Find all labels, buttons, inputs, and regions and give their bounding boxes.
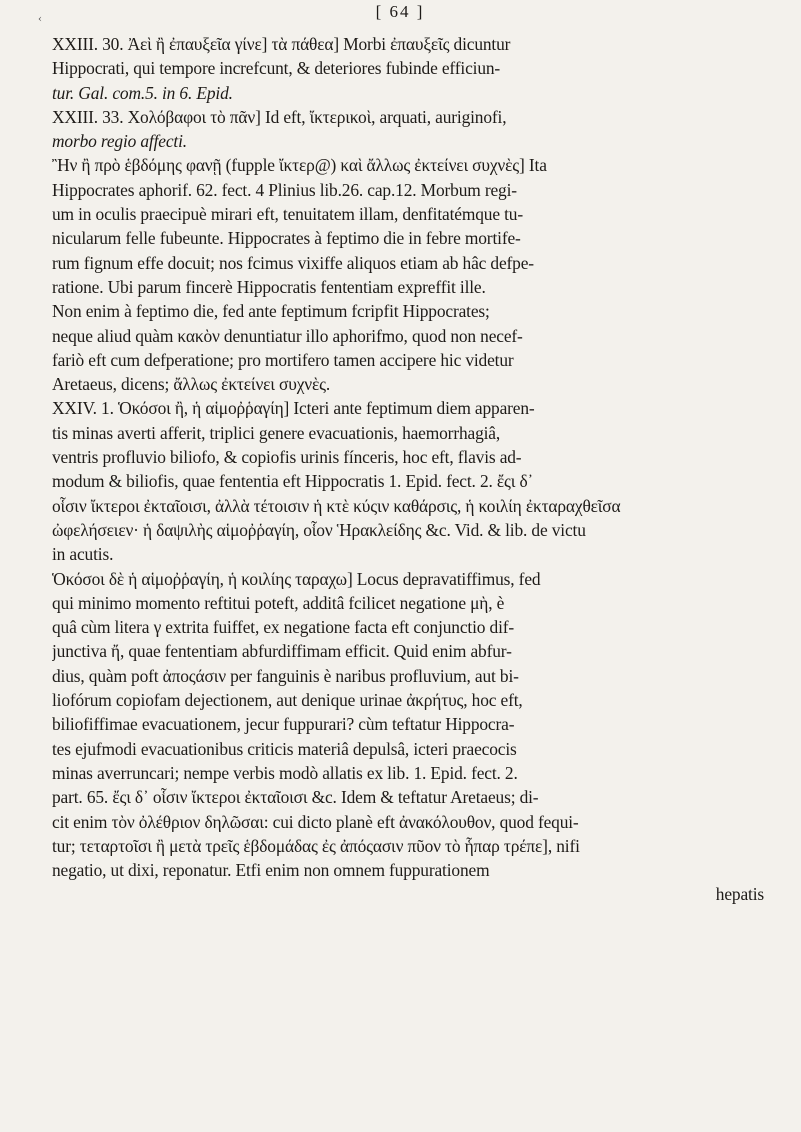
text-line: junctiva ἤ, quae fententiam abfurdiffimam efficit. Quid enim abfur- [52,641,512,662]
text-line: in acutis. [52,544,114,565]
text-line: tur; τεταρτοῖσι ἢ μετὰ τρεῖς ἑβδομάδας ἐς ἀπόςασιν πῦον τὸ ἧπαρ τρέπε], nifi [52,835,580,856]
text-line: dius, quàm poft ἀποςάσιν per fanguinis è naribus profluvium, aut bi- [52,665,519,686]
text-line: Ὁκόσοι δὲ ἡ αἱμοῤῥαγίη, ἡ κοιλίης ταραχω] Locus depravatiffimus, fed [52,568,541,589]
text-line: negatio, ut dixi, reponatur. Etfi enim non omnem fuppurationem [52,860,490,881]
text-line: Aretaeus, dicens; ἄλλως ἐκτείνει συχνὲς. [52,374,331,395]
text-line: nicularum felle fubeunte. Hippocrates à feptimo die in febre mortife- [52,228,521,249]
text-line: Hippocrati, qui tempore increfcunt, & deteriores fubinde efficiun- [52,58,501,79]
text-line: part. 65. ἔςι δ᾿ οἷσιν ἴκτεροι ἐκταῖοισι &c. Idem & teftatur Aretaeus; di- [52,787,539,808]
text-line: tur. Gal. com.5. in 6. Epid. [52,82,233,103]
text-line: minas averruncari; nempe verbis modò allatis ex lib. 1. Epid. fect. 2. [52,762,518,783]
text-line: biliofiffimae evacuationem, jecur fuppurari? cùm teftatur Hippocra- [52,714,515,735]
text-line: modum & biliofis, quae fententia eft Hippocratis 1. Epid. fect. 2. ἔςι δ᾿ [52,471,534,492]
text-line: tes ejufmodi evacuationibus criticis materiâ depulsâ, icteri praecocis [52,738,517,759]
text-line: ὠφελήσειεν· ἡ δαψιλὴς αἱμοῤῥαγίη, οἷον Ἡρακλείδης &c. Vid. & lib. de victu [52,519,586,540]
text-line: quâ cùm litera γ extrita fuiffet, ex negatione facta eft conjunctio dif- [52,617,515,638]
text-line: fariò eft cum defperatione; pro mortifero tamen accipere hic videtur [52,349,514,370]
text-line: XXIII. 30. Ἀεὶ ἢ ἐπαυξεῖα γίνε] τὰ πάθεα] Morbi ἐπαυξεῖς dicuntur [52,34,511,54]
text-line: liofórum copiofam dejectionem, aut denique urinae ἀκρήτυς, hoc eft, [52,690,523,711]
margin-mark: ‹ [38,14,42,25]
text-line: Ἢν ἢ πρὸ ἑβδόμης φανῇ (fupple ἴκτερ@) καὶ ἄλλως ἐκτείνει συχνὲς] Ita [52,155,547,176]
text-line: tis minas averti afferit, triplici genere evacuationis, haemorrhagiâ, [52,422,501,443]
text-line: Hippocrates aphorif. 62. fect. 4 Plinius lib.26. cap.12. Morbum regi- [52,179,517,200]
text-line: qui minimo momento reftitui poteft, additâ fcilicet negatione μὴ, è [52,592,505,613]
text-line: Non enim à feptimo die, fed ante feptimum fcripfit Hippocrates; [52,301,490,322]
text-line: οἷσιν ἴκτεροι ἐκταῖοισι, ἀλλὰ τέτοισιν ἡ κτὲ κύςιν καθάρσις, ἡ κοιλίη ἐκταραχθεῖσα [52,495,621,516]
catchword: hepatis [715,884,764,905]
page-number: [ 64 ] [375,2,425,21]
text-line: rum fignum effe docuit; nos fcimus vixiffe aliquos etiam ab hâc defpe- [52,252,534,273]
body-text [52,32,764,907]
text-line: ratione. Ubi parum fincerè Hippocratis fententiam expreffit ille. [52,276,486,297]
text-line: neque aliud quàm κακὸν denuntiatur illo aphorifmo, quod non necef- [52,325,523,346]
text-line: morbo regio affecti. [52,131,187,152]
text-line: XXIV. 1. Ὁκόσοι ἢ, ἡ αἱμοῤῥαγίη] Icteri ante feptimum diem apparen- [52,398,535,419]
text-line: cit enim τὸν ὀλέθριον δηλῶσαι: cui dicto planè eft ἀνακόλουθον, quod fequi- [52,811,579,832]
text-line: XXIII. 33. Χολόβαφοι τὸ πᾶν] Id eft, ἴκτερικοὶ, arquati, auriginofi, [52,106,507,127]
text-line: ventris profluvio biliofo, & copiofis urinis fínceris, hoc eft, flavis ad- [52,447,522,468]
text-line: um in oculis praecipuè mirari eft, tenuitatem illam, denfitatémque tu- [52,204,523,225]
